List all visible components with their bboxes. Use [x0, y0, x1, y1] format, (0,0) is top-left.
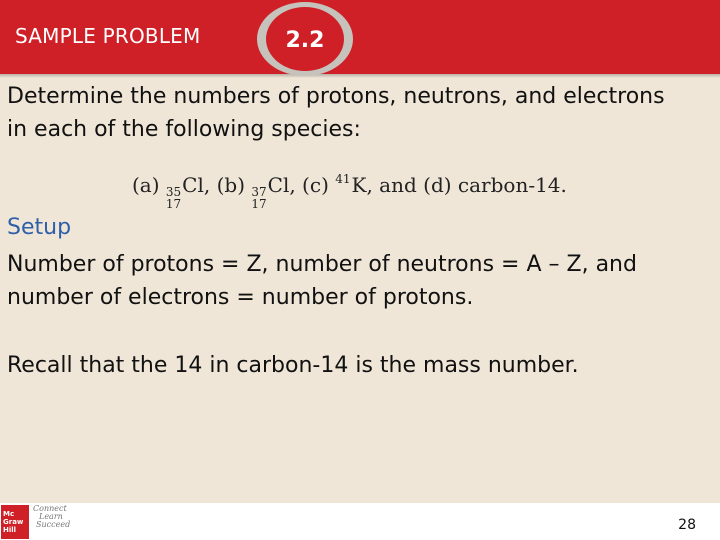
- problem-statement-line-2: in each of the following species:: [7, 117, 361, 142]
- species-b-mass-number: 37: [251, 185, 267, 199]
- header-shadow: [0, 74, 720, 78]
- species-d-text: , and (d) carbon-14.: [366, 173, 567, 197]
- logo-line-2: Graw: [3, 518, 24, 526]
- problem-number-badge: [266, 7, 344, 71]
- species-list: [132, 172, 567, 210]
- slide-header: [0, 0, 720, 74]
- species-b-numbers: [251, 186, 266, 210]
- species-separator-b: , (b): [203, 173, 245, 197]
- species-separator-c: , (c): [289, 173, 329, 197]
- publisher-logo: [1, 505, 29, 539]
- logo-line-1: Mc: [3, 510, 15, 518]
- page-number: 28: [678, 517, 696, 533]
- species-c-symbol: K: [351, 173, 367, 197]
- species-a-symbol: Cl: [182, 173, 204, 197]
- species-a-atomic-number: 17: [165, 197, 182, 211]
- tagline-line-1: Connect: [33, 504, 67, 513]
- problem-number: 2.2: [285, 27, 325, 53]
- recall-note: Recall that the 14 in carbon-14 is the mass number.: [7, 353, 579, 378]
- setup-heading: Setup: [7, 215, 72, 240]
- setup-line-2: number of electrons = number of protons.: [7, 285, 474, 310]
- tagline-line-2: Learn: [39, 512, 63, 521]
- setup-line-1: Number of protons = Z, number of neutrons = A – Z, and: [7, 252, 637, 277]
- logo-line-3: Hill: [3, 526, 17, 534]
- tagline-line-3: Succeed: [36, 520, 71, 529]
- species-a-numbers: [166, 186, 181, 210]
- species-a-mass-number: 35: [165, 185, 182, 199]
- species-c-mass-number: 41: [335, 172, 351, 186]
- header-title: SAMPLE PROBLEM: [15, 24, 201, 48]
- publisher-tagline: [33, 505, 70, 529]
- species-a-label: (a): [132, 173, 160, 197]
- species-b-symbol: Cl: [267, 173, 290, 197]
- problem-statement-line-1: Determine the numbers of protons, neutrons, and electrons: [7, 84, 665, 109]
- slide-footer: [0, 503, 720, 540]
- species-b-atomic-number: 17: [251, 197, 267, 211]
